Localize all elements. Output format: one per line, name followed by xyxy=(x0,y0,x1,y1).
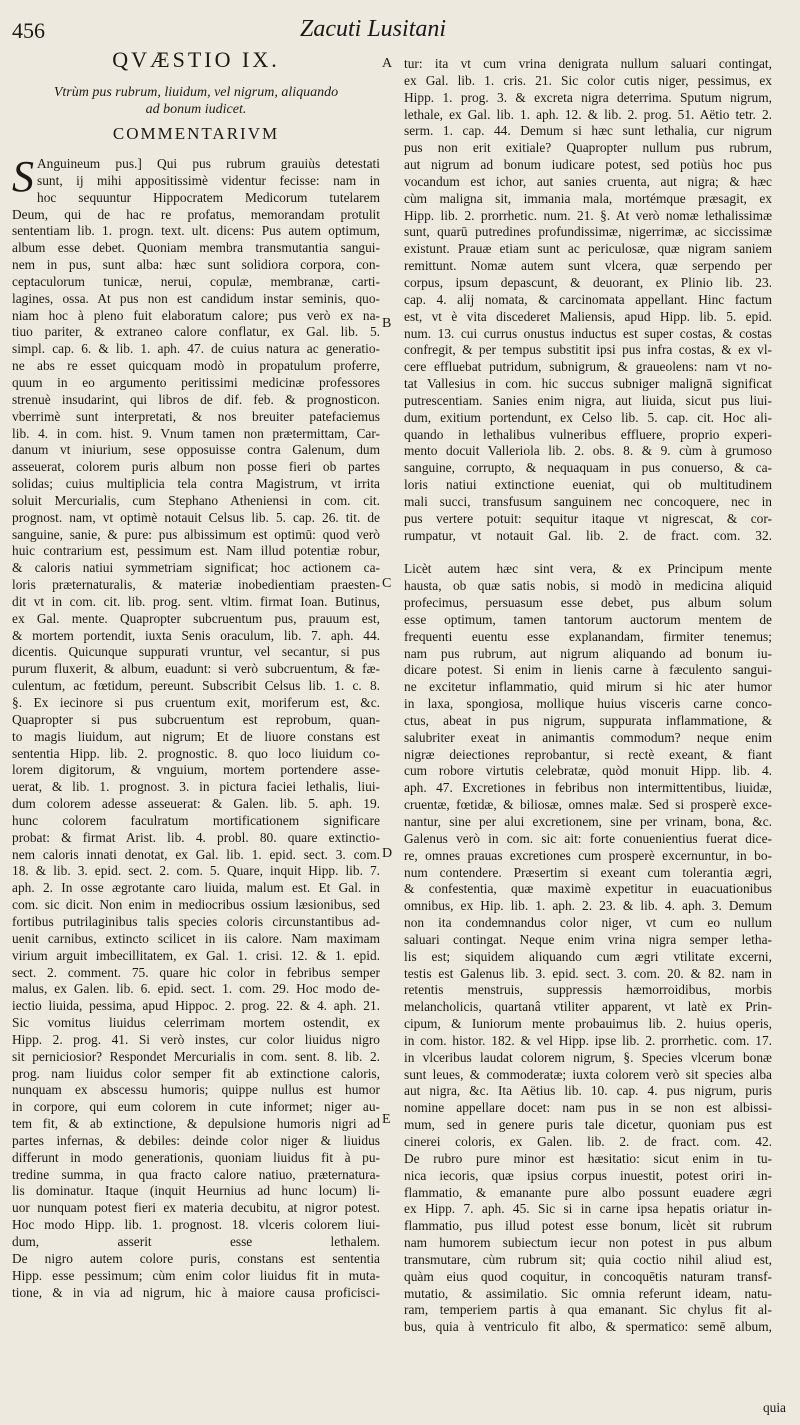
running-head: Zacuti Lusitani xyxy=(300,16,447,42)
text-line: lagines, ossa. At pus non est candidum instar seminis, quo- xyxy=(12,290,380,306)
text-line: num. 13. cui currus onustus inductus est super costas, & costas xyxy=(404,325,772,341)
left-text-body xyxy=(12,152,380,1301)
text-line: sunt, ij mihi appositissimè videntur fecisse: nam in xyxy=(37,172,380,188)
text-line: Hipp. lib. 2. prorrhetic. num. 21. §. At verò nomæ lethalissimæ xyxy=(404,207,772,223)
text-line: num contendere. Præsertim si exeant cum tolerantia ægri, xyxy=(404,864,772,880)
text-line: nomine appellare docet: nam pus in se non est albissi- xyxy=(404,1100,772,1116)
text-line: flammatio, & emanante pure albo possunt euadere ægri xyxy=(404,1184,772,1200)
text-line: nam humorem subiectum iecur non potest in pus album xyxy=(404,1235,772,1251)
text-line: differunt in modo generationis, quoniam liuidus fit à pu- xyxy=(12,1149,380,1165)
text-line: quàm eius quod coquitur, in concoquētis naturam transf- xyxy=(404,1268,772,1284)
text-line: dum, exitium portendunt, ex Celso lib. 5. cap. cit. Hoc ali- xyxy=(404,409,772,425)
text-line: corpus, ipsum depascunt, & deuorant, ex Plinio lib. 23. xyxy=(404,274,772,290)
text-line: ceptaculorum tunicæ, nerui, copulæ, membranæ, carti- xyxy=(12,273,380,289)
text-line: profecimus, persuasum esse debet, pus album solum xyxy=(404,595,772,610)
drop-capital: S xyxy=(12,152,34,201)
text-line: soluit Mercurialis, cum Stephano Atheniensi in com. cit. xyxy=(12,492,380,508)
text-line: in laxa, spongiosa, mollique huius visceris carne conco- xyxy=(404,696,772,712)
text-line: salubriter exeat in animantis commodum? neque enim xyxy=(404,729,772,745)
text-line: mutatio, & assimilatio. Sic omnia referunt ideam, natu- xyxy=(404,1285,772,1301)
text-line: nam pus rubrum, aut nigrum aliquando ad bonum iu- xyxy=(404,645,772,661)
margin-letters xyxy=(382,0,402,1425)
subtitle-line: ad bonum iudicet. xyxy=(145,102,247,117)
text-line: com. sic dicit. Non enim in mediocribus ossium læsionibus, sed xyxy=(12,897,380,913)
text-line: vocandum est ichor, aut sanies cruenta, aut nigra; & hæc xyxy=(404,173,772,189)
text-line: lis est; siquidem aliquando cum ægri vtilitate excerni, xyxy=(404,948,772,964)
text-line: purum fluxerit, & album, euadunt: si verò subcruentum, & fæ- xyxy=(12,661,380,677)
text-line: sanguine, sanie, & pure: pus albissimum est optimū: quod verò xyxy=(12,526,380,542)
text-line: lorem digitorum, & vnguium, mortem portendere asse- xyxy=(12,762,380,778)
text-line: in com. histor. 182. & vel Hipp. ipse lib. 2. prorrhetic. com. 17. xyxy=(404,1032,772,1048)
text-line: sunt leues, & commoderatæ; iuxta colorem verò sit species alba xyxy=(404,1066,772,1082)
text-line: tiuo pariter, & extraneo calore conflatur, ex Gal. lib. 5. xyxy=(12,324,380,340)
margin-letter-a: A xyxy=(382,56,393,71)
text-line: hunc colorem faculratum mortificationem significare xyxy=(12,812,380,828)
text-line: strenuè insudarint, qui libros de dif. feb. & prognosticon. xyxy=(12,391,380,407)
text-line: mum, sed in genere puris tale dicetur, quoniam pus est xyxy=(404,1117,772,1133)
text-line: dicentis. Quicunque suppurati vruntur, vel secantur, si pus xyxy=(12,644,380,660)
text-line: huic contrarium est, pessimum est. Nam illud potentiæ robur, xyxy=(12,543,380,559)
text-line: est, vt è vita discederet Maliensis, apud Hipp. lib. 5. epid. xyxy=(404,308,772,324)
text-line: prognost. nam, vt optimè notauit Celsus lib. 5. cap. 26. tit. de xyxy=(12,509,380,525)
text-line: nigræ deiectiones reprobantur, si rectè exeant, & fiant xyxy=(404,746,772,762)
text-line: cap. 4. alij nomata, & carcinomata appellant. Hinc factum xyxy=(404,291,772,307)
text-line xyxy=(404,544,772,561)
text-line: nica iecoris, quæ ipsius corpus inuestit, potest oriri in- xyxy=(404,1167,772,1183)
text-line: testis est Galenus lib. 3. epid. sect. 3. com. 20. & 82. nam in xyxy=(404,965,772,981)
text-line: Sic vomitus liuidus celerrimam mortem ostendit, ex xyxy=(12,1015,380,1031)
text-line: esse optimum, tamen tantorum auctorum mentem de xyxy=(404,611,772,627)
section-heading: COMMENTARIVM xyxy=(112,124,280,143)
text-line: album esse debet. Quoniam membra transmutantia sangui- xyxy=(12,240,380,256)
text-line: re, omnes prauas excretiones cum prosperè excernuntur, in bo- xyxy=(404,847,772,863)
text-line: sit perniciosior? Respondet Mercurialis in com. sent. 8. lib. 2. xyxy=(12,1048,380,1064)
text-line: tur: ita vt cum vrina denigrata nullum saluari contingat, xyxy=(404,56,772,71)
text-line: non ita condemnandus color niger, vt cum eo nullum xyxy=(404,915,772,931)
text-line: dicare potest. Si enim in lienis carne à fæculento sangui- xyxy=(404,662,772,678)
text-line: iectio liuida, pessima, apud Hippoc. 2. prog. 22. & 4. aph. 21. xyxy=(12,998,380,1014)
text-line: remittunt. Nomæ autem sunt vlcera, quæ serpendo per xyxy=(404,258,772,274)
text-line: loris natiui extinctione eueniat, qui ob multitudinem xyxy=(404,477,772,493)
text-line: transmutare, cùm rubrum sit; quia coctio nihil aliud est, xyxy=(404,1251,772,1267)
question-subtitle xyxy=(12,84,380,118)
question-title: QVÆSTIO IX. xyxy=(112,47,280,72)
text-line: mento docuit Valleriola lib. 2. obs. 8. & 9. cùm à grumoso xyxy=(404,443,772,459)
text-line: & confestentia, quæ maximè expetitur in euacuationibus xyxy=(404,881,772,897)
text-line: bus, quia à ventriculo fit albo, & spermatico: semē album, xyxy=(404,1319,772,1335)
text-line: cinerei coloris, ex Galen. lib. 2. de fract. com. 42. xyxy=(404,1134,772,1149)
text-line: asseuerat, colorem puris album non posse fieri ob partes xyxy=(12,459,380,475)
text-line: nantur, sine per alui excretionem, sine per vrinam, bona, &c. xyxy=(404,813,772,829)
text-line: Quapropter si pus subcruentum est reprobum, quan- xyxy=(12,711,380,727)
text-line: sanguine, corrupto, & nequaquam in pus conuerso, & ca- xyxy=(404,460,772,476)
text-line: cipum, & Iuniorum mente probauimus lib. 2. huius operis, xyxy=(404,1016,772,1032)
text-line: hausta, ob quæ satis nobis, si modò in medicina aliquid xyxy=(404,578,772,594)
text-line: quum in eo argumento peritissimi medicinæ professores xyxy=(12,374,380,390)
text-line: Hipp. 2. prog. 41. Si verò instes, cur color liuidus nigro xyxy=(12,1031,380,1047)
text-line: ex Gal. lib. 1. cris. 21. Sic color cutis niger, pessimus, ex xyxy=(404,72,772,88)
text-line: dit vt in com. cit. lib. prog. sent. vltim. firmat Ioan. Butinus, xyxy=(12,593,380,609)
text-line: aut nigrum ad bonum iudicare potest, sed potiùs hoc pus xyxy=(404,157,772,173)
text-line: melancholicis, quartanâ vtiliter apparent, vt latè ex Prin- xyxy=(404,999,772,1015)
text-line: fortibus putrilaginibus talis species coloris circunstantibus ad- xyxy=(12,913,380,929)
text-line: to magis liuidum, aut nigrum; Et de liuore constans est xyxy=(12,728,380,744)
text-line: De nigro autem colore puris, constans est sententia xyxy=(12,1250,380,1266)
text-line: ne excitetur inflammatio, quid mirum si hic ater humor xyxy=(404,679,772,695)
text-line: in corpore, qui eum colorem in cute informet; niger au- xyxy=(12,1099,380,1115)
text-line: Deum, qui de hac re profatus, memorandam protulit xyxy=(12,206,380,222)
text-line: danum vt iniurium, sese opposuisse contra Galenum, dum xyxy=(12,442,380,458)
text-line: cruentæ, fœtidæ, & biliosæ, omnes malæ. Sed si prosperè exce- xyxy=(404,797,772,813)
text-line: hoc sequuntur Hippocratem Medicorum tutelarem xyxy=(37,189,380,205)
text-line: §. Ex iecinore si pus cruentum exit, moriferum est, &c. xyxy=(12,695,380,710)
text-line: tem fit, & ab extinctione, & depulsione humoris nigri ad xyxy=(12,1116,380,1132)
text-line: tredine summa, in qua fracto calore natiuo, præternatura- xyxy=(12,1166,380,1182)
text-line: vberrimè sunt interpretati, & nos breuiter patefaciemus xyxy=(12,408,380,424)
left-column xyxy=(12,47,380,1301)
text-line: sententiam lib. 1. progn. text. ult. dicens: Pus autem optimum, xyxy=(12,223,380,239)
text-line: probat: & firmat Arist. lib. 4. probl. 80. quare extinctio- xyxy=(12,829,380,845)
text-line: nem caloris innati denotat, ex Gal. lib. 1. epid. sect. 3. com. xyxy=(12,846,380,862)
text-line: pus non erit exitiale? Quapropter nullum pus rubrum, xyxy=(404,140,772,156)
page-number: 456 xyxy=(12,18,45,43)
text-line: uor nunquam potest fieri ex materia decubitu, at nigror potest. xyxy=(12,1200,380,1216)
text-line: pus vertere potuit: sequitur itaque vt nigrescat, & cor- xyxy=(404,510,772,526)
text-line: quando in lethalibus vulneribus effluere, proprio experi- xyxy=(404,426,772,442)
text-line: nem in pus, sunt alba: hæc sunt solidiora corpora, con- xyxy=(12,257,380,273)
text-line: saluari contingat. Neque enim vrina nigra semper letha- xyxy=(404,931,772,947)
text-line: uerat, & lib. 1. prognost. 3. in pictura faciei lethalis, liui- xyxy=(12,779,380,795)
text-line: confregit, & per tempus substitit ipsi pus infra costas, & ex vl- xyxy=(404,342,772,358)
text-line: lethale, ex Gal. lib. 1. aph. 12. & lib. 2. prog. 51. Aëtio tetr. 2. xyxy=(404,106,772,122)
text-line: 18. & lib. 3. epid. sect. 2. com. 5. Quare, inquit Hipp. lib. 7. xyxy=(12,863,380,879)
text-line: existunt. Prauæ etiam sunt ac periculosæ, quæ nigram saniem xyxy=(404,241,772,257)
text-line: malus, ex Galen. lib. 6. epid. sect. 1. com. 29. Hoc modo de- xyxy=(12,981,380,997)
text-line: De rubro pure minor est hæsitatio: sicut enim in tu- xyxy=(404,1150,772,1166)
margin-letter-e: E xyxy=(382,1112,391,1127)
text-line: lib. 4. in com. hist. 9. Vnum tamen non prætermittam, Car- xyxy=(12,425,380,441)
text-line: lis dominatur. Itaque (inquit Heurnius ad hunc locum) li- xyxy=(12,1183,380,1199)
text-line: ex Hipp. 7. aph. 45. Sic si in carne ipsa hepatis oriatur in- xyxy=(404,1201,772,1217)
text-line: serm. 1. cap. 44. Demum si hæc sunt lethalia, cur nigrum xyxy=(404,123,772,139)
text-line: Hipp. 1. prog. 3. & excreta nigra deterrima. Sputum nigrum, xyxy=(404,89,772,105)
text-line: omnibus, ex Hip. lib. 1. aph. 2. 23. & lib. 4. aph. 3. Demum xyxy=(404,898,772,914)
catchword: quia xyxy=(762,1400,786,1415)
margin-letter-d: D xyxy=(382,846,393,861)
text-line: uenit carnibus, extincto scilicet in iis calore. Nam maximam xyxy=(12,930,380,946)
text-line: virium arguit imbecillitatem, ex Gal. 1. crisi. 12. & 1. epid. xyxy=(12,947,380,963)
right-text-body xyxy=(404,56,772,1336)
text-line: culentum, ac fœtidum, pereunt. Subscribit Celsus lib. 1. c. 8. xyxy=(12,678,380,694)
text-line: cum robore virtutis celebratæ, quòd monuit Hipp. lib. 4. xyxy=(404,763,772,779)
text-line: loris præternaturalis, & materiæ inobedientiam praesten- xyxy=(12,577,380,593)
text-line: flammatio, pus illud potest esse bonum, licèt sit rubrum xyxy=(404,1218,772,1234)
text-line: aph. 47. Excretiones in febribus non intermittentibus, liuidæ, xyxy=(404,780,772,796)
subtitle-line: Vtrùm pus rubrum, liuidum, vel nigrum, aliquando xyxy=(53,85,339,100)
text-line: prog. nam liuidus color semper fit ab extinctione caloris, xyxy=(12,1065,380,1081)
text-line: cere effluebat putridum, subnigrum, & graueolens: nam vt no- xyxy=(404,359,772,375)
text-line: in vlceribus laudat colorem nigrum, §. Species vlcerum bonæ xyxy=(404,1049,772,1065)
text-line: sententia Hipp. lib. 2. prognostic. 8. quo loco liuidum co- xyxy=(12,745,380,761)
text-line: niam hoc à pleno fuit elaboratum calore; pus verò ex na- xyxy=(12,307,380,323)
text-line: putrescentiam. Sanies enim nigra, aut liuida, sicut pus liui- xyxy=(404,392,772,408)
text-line: solidas; cuius multiplicia tela contra Magistrum, vt irrita xyxy=(12,476,380,492)
text-line: nunquam ex abscessu humoris; quippe nullus est humor xyxy=(12,1082,380,1098)
text-line: & caloris natiui symmetriam significat; hoc actionem ca- xyxy=(12,560,380,576)
text-line: Galenus verò in com. sic ait: forte conuenientius fuerat dice- xyxy=(404,830,772,846)
text-line: dum, asserit esse lethalem. xyxy=(12,1234,380,1249)
text-line: ne abs re esset quicquam modò in propatulum proferre, xyxy=(12,358,380,374)
text-line: dum colorem adesse asseuerat: & Galen. lib. 5. aph. 19. xyxy=(12,796,380,812)
text-line: tat Vallesius in com. hic succus subniger malignā significat xyxy=(404,376,772,392)
text-line: sect. 2. comment. 75. quare hic color in febribus semper xyxy=(12,964,380,980)
text-line: mali succi, transfusum sanguinem nec concoquere, nec in xyxy=(404,493,772,509)
text-line: ctus, abeat in pus nigrum, suppurata inflammatione, & xyxy=(404,712,772,728)
text-line: frequenti euentu esse explanandam, firmiter tenemus; xyxy=(404,628,772,644)
right-column xyxy=(404,56,772,1336)
text-line: retentis menstruis, suppressis hæmorroidibus, morbis xyxy=(404,982,772,998)
text-line: rumpatur, vt notauit Gal. lib. 2. de fract. com. 32. xyxy=(404,527,772,543)
text-line: cùm maligna sit, immania mala, mortémque præsagit, ex xyxy=(404,190,772,206)
text-line: partes infernas, & debiles: deinde color niger & liuidus xyxy=(12,1132,380,1148)
text-line: Hoc modo Hipp. lib. 1. prognost. 18. vlceris colorem liui- xyxy=(12,1217,380,1233)
text-line: aut nigra, &c. Ita Aëtius lib. 10. cap. 4. pus nigrum, puris xyxy=(404,1083,772,1099)
text-line: sunt, quarū putredines profundissimæ, nigerrimæ, ac siccissimæ xyxy=(404,224,772,240)
text-line: Licèt autem hæc sint vera, & ex Principum mente xyxy=(404,561,772,577)
text-line: Anguineum pus.] Qui pus rubrum grauiùs detestati xyxy=(37,156,380,171)
text-line: & mortem portendit, iuxta Senis oraculum, lib. 7. aph. 44. xyxy=(12,627,380,643)
margin-letter-b: B xyxy=(382,316,392,331)
text-line: Hipp. esse pessimum; cùm enim color liuidus fit in muta- xyxy=(12,1267,380,1283)
text-line: aph. 2. In osse ægrotante caro liuida, malum est. Et Gal. in xyxy=(12,880,380,896)
margin-letter-c: C xyxy=(382,576,392,591)
text-line: tione, & in via ad nigrum, hic à maiore causa proficisci- xyxy=(12,1284,380,1300)
text-line: simpl. cap. 6. & lib. 1. aph. 47. de cuius natura ac generatio- xyxy=(12,341,380,357)
text-line: ram, temperiem partis à qua emanant. Sic chylus fit al- xyxy=(404,1302,772,1318)
text-line: ex Gal. mente. Quapropter subcruentum pus, prauum est, xyxy=(12,610,380,626)
